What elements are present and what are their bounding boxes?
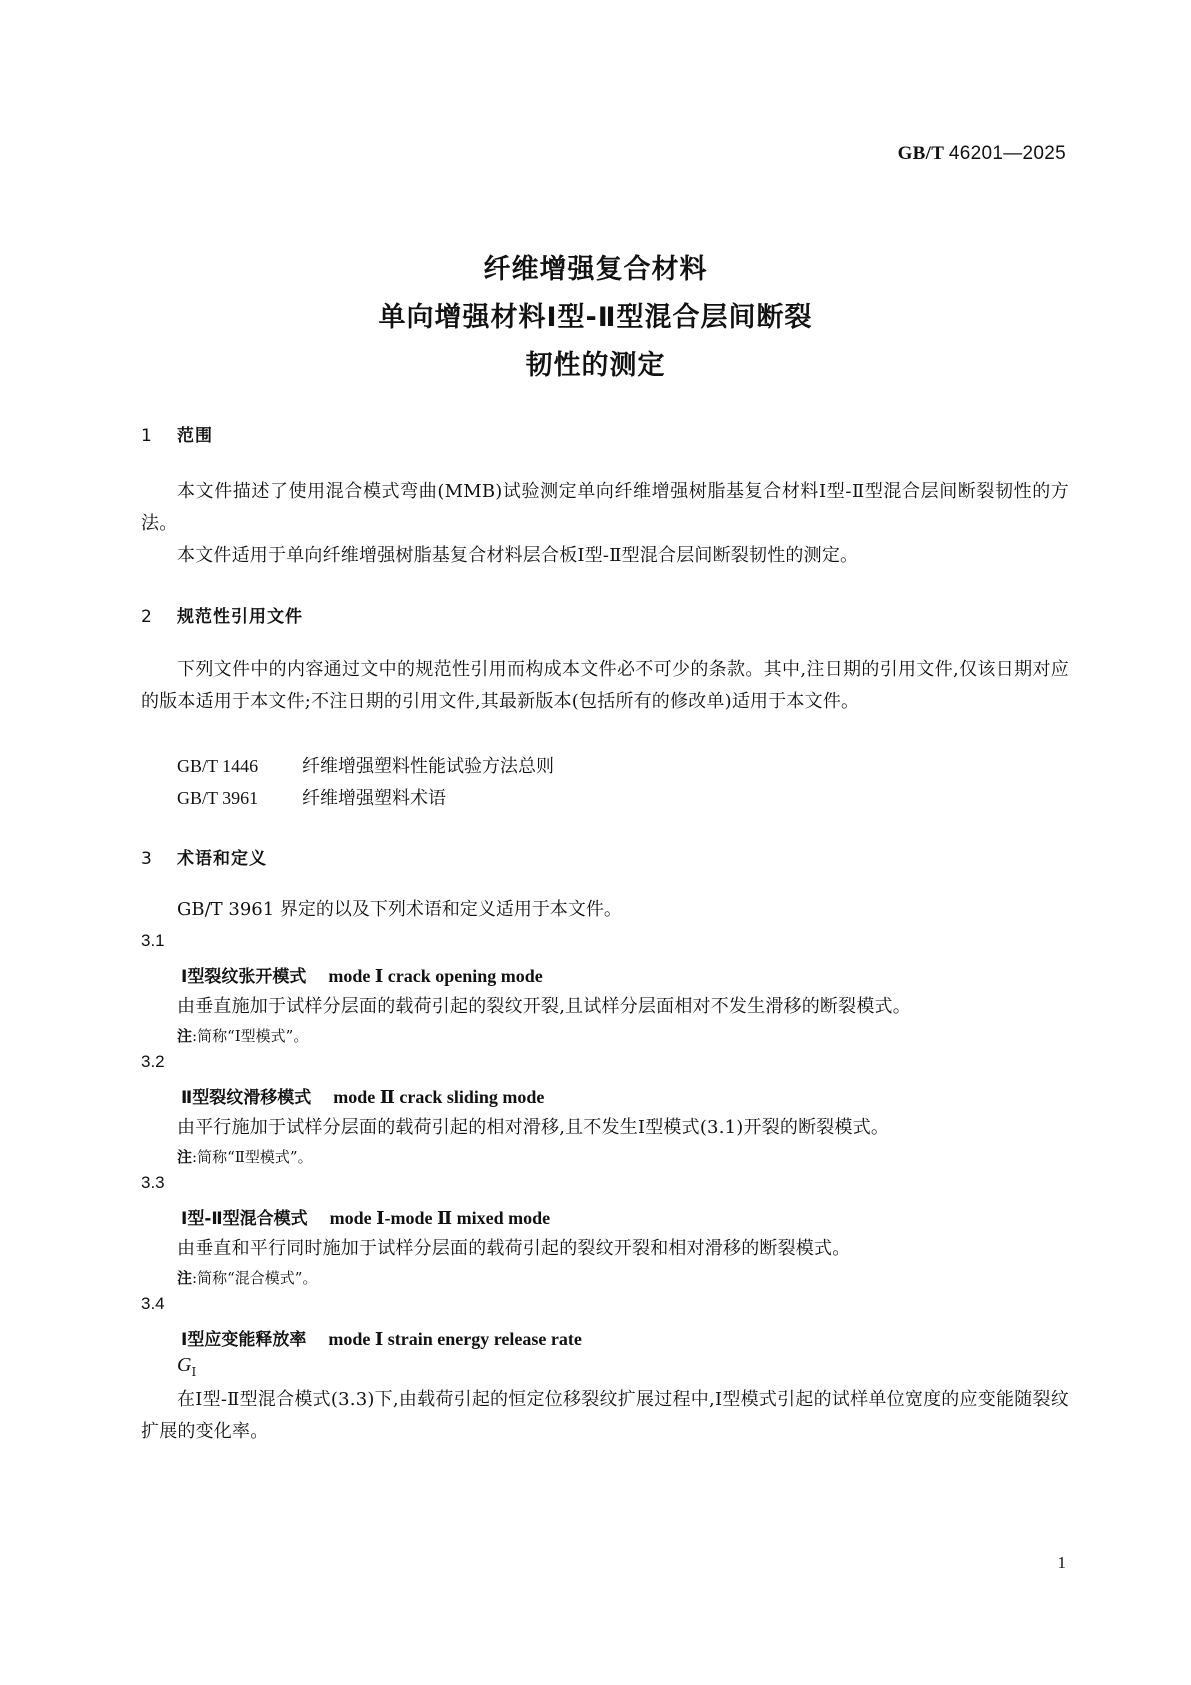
reference-item — [177, 782, 446, 815]
standard-code: 46201—2025 — [948, 143, 1066, 164]
term-zh: Ⅰ型应变能释放率 — [181, 1330, 307, 1350]
term-heading — [181, 1325, 582, 1350]
section-1-title: 范围 — [177, 426, 213, 446]
note-text: :简称“Ⅰ型模式”。 — [192, 1027, 309, 1045]
term-en: mode Ⅱ crack sliding mode — [333, 1087, 545, 1107]
section-2-title: 规范性引用文件 — [177, 607, 303, 627]
section-2-number: 2 — [141, 607, 153, 627]
note-label: 注 — [177, 1269, 193, 1287]
section-1-number: 1 — [141, 426, 153, 446]
section-3-title: 术语和定义 — [177, 849, 267, 869]
reference-title: 纤维增强塑料术语 — [302, 788, 446, 809]
term-note — [177, 1146, 313, 1167]
term-heading — [181, 962, 543, 987]
term-definition: 由平行施加于试样分层面的载荷引起的相对滑移,且不发生Ⅰ型模式(3.1)开裂的断裂模式。 — [177, 1117, 890, 1138]
term-definition: 由垂直施加于试样分层面的载荷引起的裂纹开裂,且试样分层面相对不发生滑移的断裂模式。 — [177, 996, 911, 1017]
term-definition: 由垂直和平行同时施加于试样分层面的载荷引起的裂纹开裂和相对滑移的断裂模式。 — [177, 1238, 851, 1259]
section-1-paragraph-1: 本文件描述了使用混合模式弯曲(MMB)试验测定单向纤维增强树脂基复合材料Ⅰ型-Ⅱ型混合层间断裂韧性的方法。 — [141, 481, 1069, 534]
term-symbol — [177, 1354, 196, 1380]
section-3-intro: GB/T 3961 界定的以及下列术语和定义适用于本文件。 — [177, 899, 622, 920]
term-heading — [181, 1083, 544, 1108]
reference-code: GB/T 1446 — [177, 756, 259, 776]
term-zh: Ⅰ型裂纹张开模式 — [181, 967, 307, 987]
term-number: 3.4 — [141, 1294, 165, 1313]
section-2-paragraph-1: 下列文件中的内容通过文中的规范性引用而构成本文件必不可少的条款。其中,注日期的引用文件,仅该日期对应的版本适用于本文件;不注日期的引用文件,其最新版本(包括所有的修改单)适用于本文件。 — [141, 659, 1069, 712]
note-text: :简称“混合模式”。 — [192, 1269, 318, 1287]
note-text: :简称“Ⅱ型模式”。 — [192, 1148, 313, 1166]
title-line-1: 纤维增强复合材料 — [483, 254, 708, 285]
term-number: 3.2 — [141, 1052, 165, 1071]
term-number: 3.1 — [141, 931, 165, 950]
term-note — [177, 1267, 317, 1288]
section-2-heading — [141, 602, 303, 627]
title-line-2: 单向增强材料Ⅰ型-Ⅱ型混合层间断裂 — [378, 302, 813, 333]
section-3-heading — [141, 844, 267, 869]
term-note — [177, 1025, 308, 1046]
section-3-number: 3 — [141, 849, 153, 869]
term-en: mode Ⅰ-mode Ⅱ mixed mode — [329, 1208, 551, 1228]
title-line-3: 韧性的测定 — [525, 350, 666, 381]
section-1-heading — [141, 421, 213, 446]
symbol-letter: G — [177, 1354, 192, 1376]
symbol-subscript: Ⅰ — [191, 1365, 197, 1379]
reference-item — [177, 750, 554, 783]
term-definition: 在Ⅰ型-Ⅱ型混合模式(3.3)下,由载荷引起的恒定位移裂纹扩展过程中,Ⅰ型模式引起的试样单位宽度的应变能随裂纹扩展的变化率。 — [141, 1389, 1069, 1442]
standard-number — [898, 143, 1066, 165]
reference-code: GB/T 3961 — [177, 788, 259, 808]
standard-prefix: GB/T — [897, 143, 944, 164]
note-label: 注 — [177, 1148, 193, 1166]
term-heading — [181, 1204, 550, 1229]
term-en: mode Ⅰ crack opening mode — [328, 966, 543, 986]
section-1-paragraph-2: 本文件适用于单向纤维增强树脂基复合材料层合板Ⅰ型-Ⅱ型混合层间断裂韧性的测定。 — [177, 545, 859, 566]
note-label: 注 — [177, 1027, 193, 1045]
document-title — [0, 246, 1191, 390]
term-number: 3.3 — [141, 1173, 165, 1192]
page-number: 1 — [1057, 1553, 1066, 1572]
term-en: mode Ⅰ strain energy release rate — [328, 1329, 582, 1349]
term-zh: Ⅱ型裂纹滑移模式 — [181, 1088, 312, 1108]
reference-title: 纤维增强塑料性能试验方法总则 — [302, 756, 554, 777]
term-zh: Ⅰ型-Ⅱ型混合模式 — [181, 1209, 308, 1229]
